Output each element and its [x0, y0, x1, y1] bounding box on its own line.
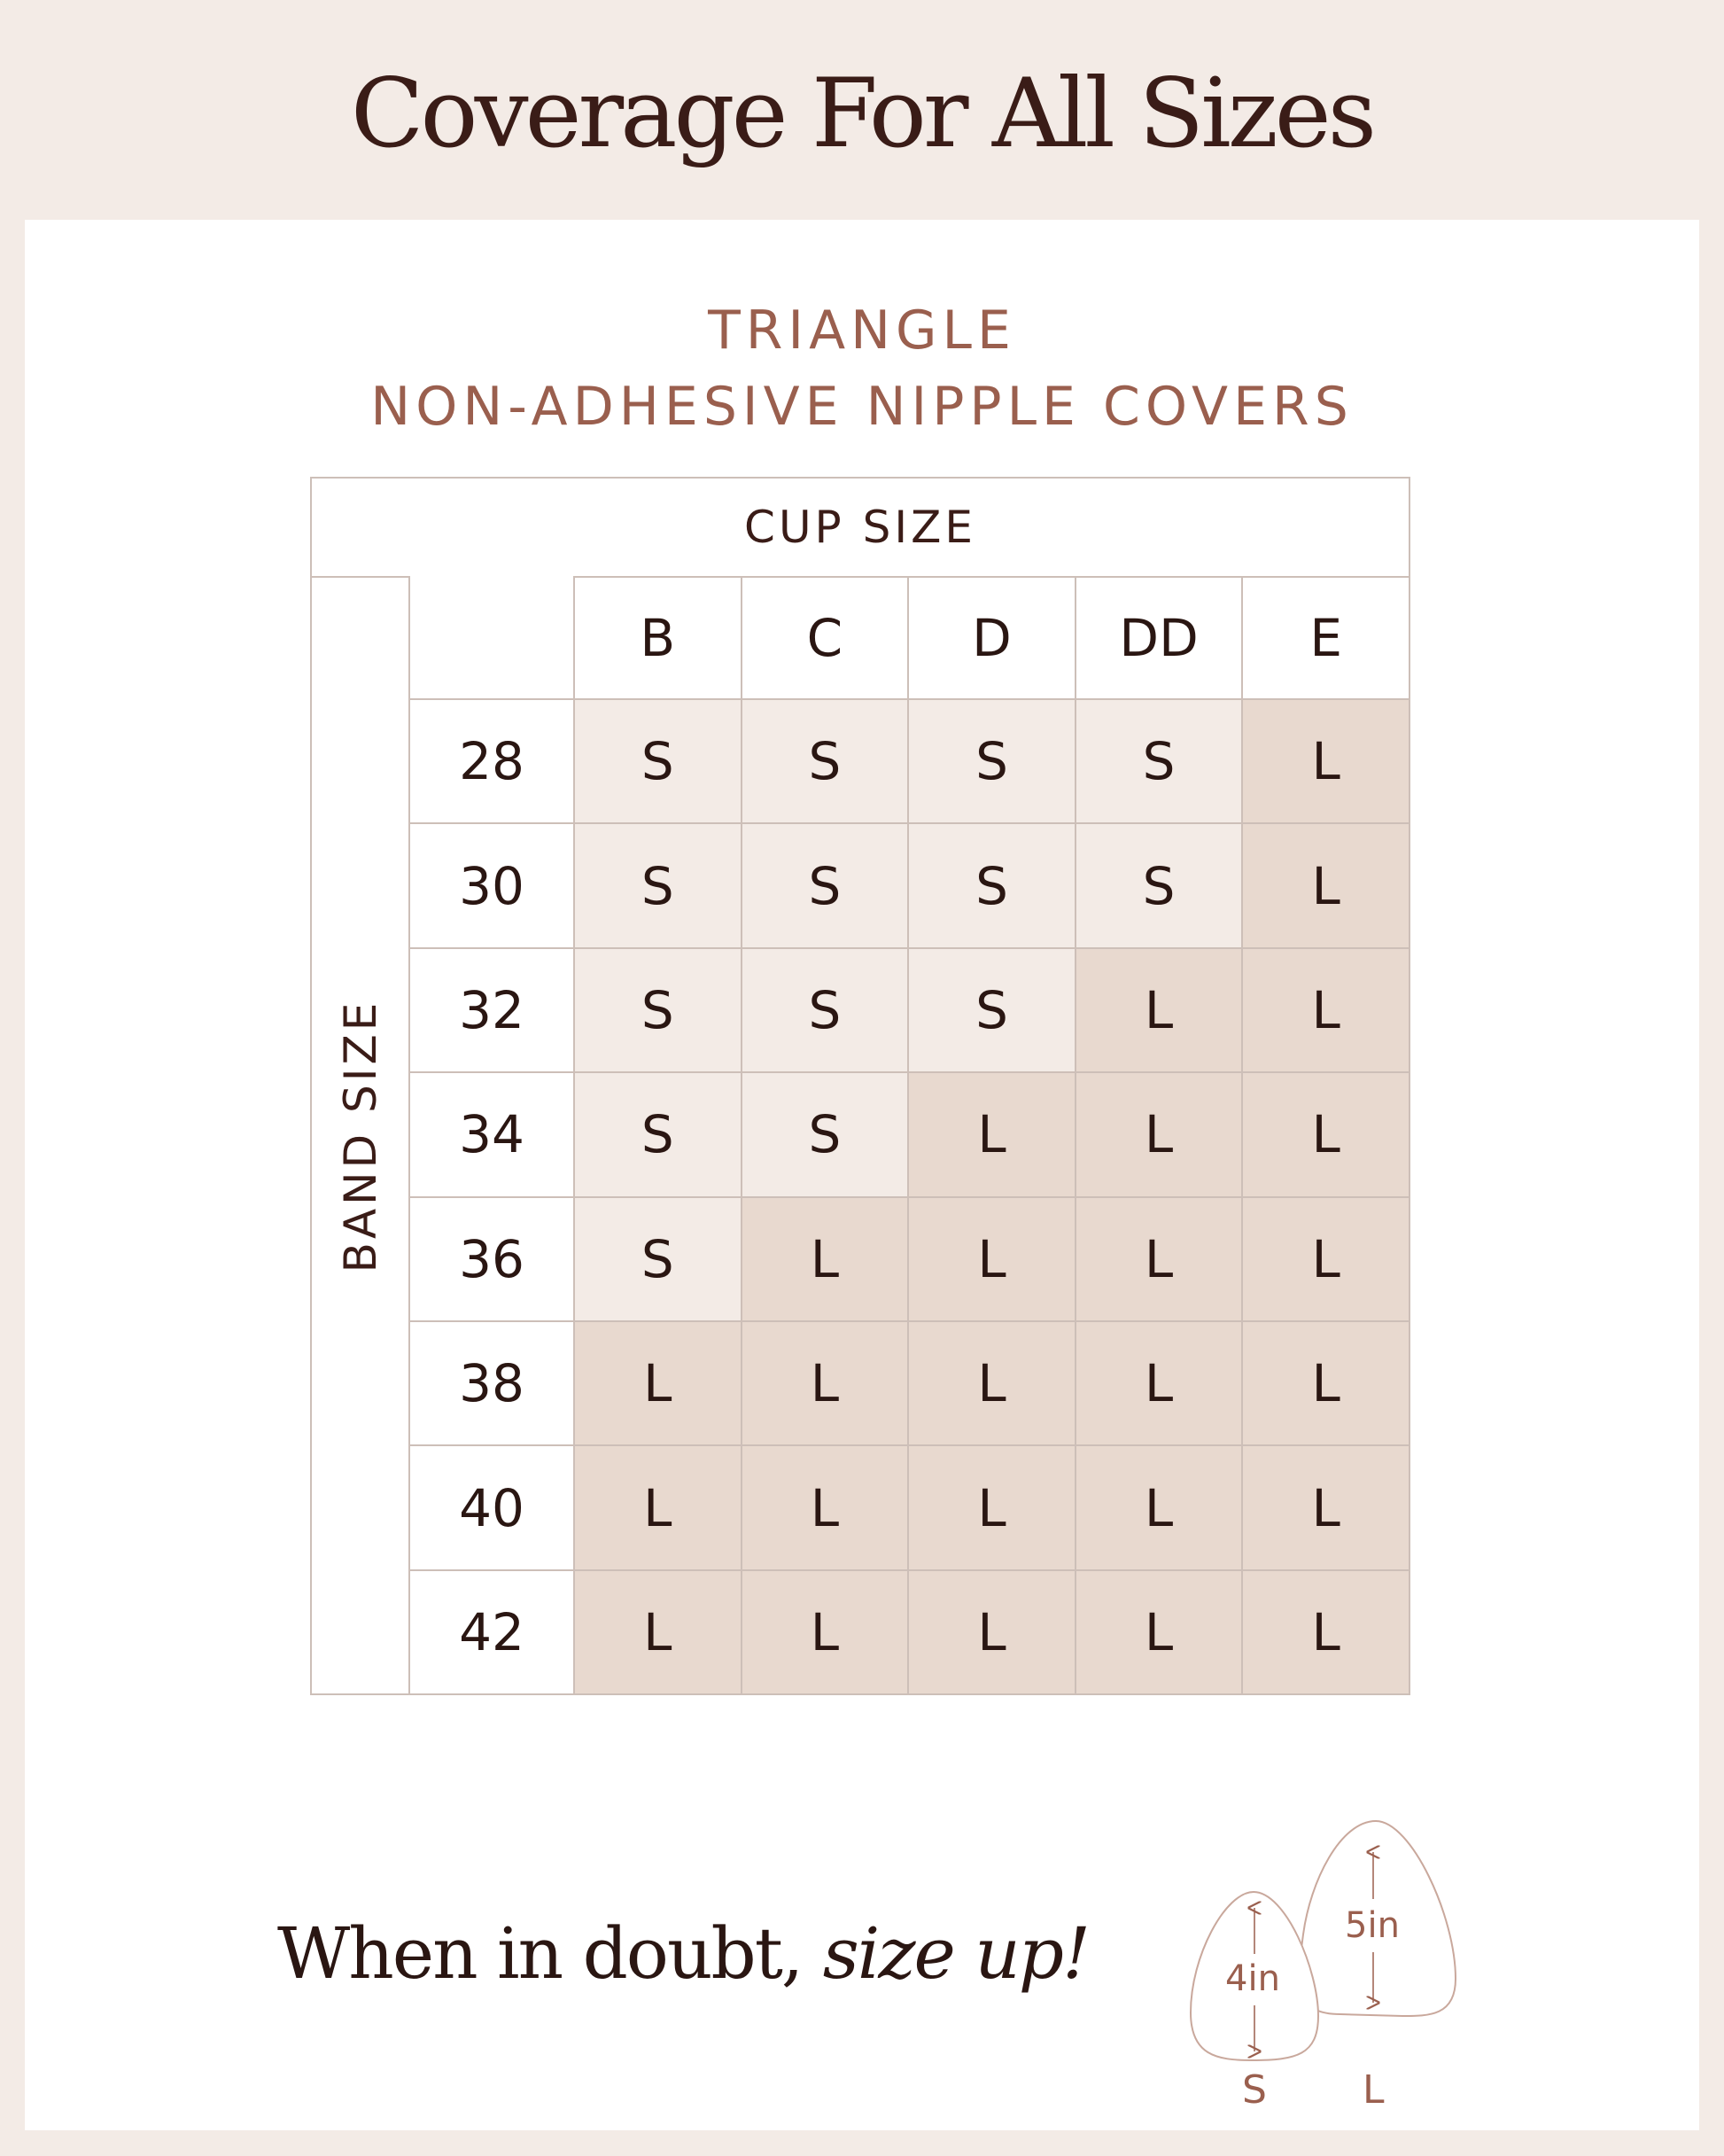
- size-cell-34-d: L: [909, 1073, 1076, 1197]
- size-cell-34-b: S: [575, 1073, 742, 1197]
- small-measure-label: 4in: [1225, 1958, 1280, 1999]
- size-cell-30-e: L: [1243, 824, 1410, 948]
- small-size-letter: S: [1242, 2067, 1267, 2113]
- band-label-42: 42: [408, 1571, 575, 1695]
- size-cell-38-d: L: [909, 1322, 1076, 1446]
- size-cell-28-e: L: [1243, 700, 1410, 824]
- size-cell-42-b: L: [575, 1571, 742, 1695]
- product-title-line-1: TRIANGLE: [708, 300, 1016, 362]
- size-cell-40-b: L: [575, 1446, 742, 1570]
- cover-shapes-illustration: [1163, 1784, 1473, 2129]
- band-label-38: 38: [408, 1322, 575, 1446]
- size-cell-36-c: L: [742, 1198, 910, 1322]
- size-cell-32-dd: L: [1076, 949, 1244, 1073]
- page-title: Coverage For All Sizes: [350, 58, 1374, 169]
- size-cell-34-c: S: [742, 1073, 910, 1197]
- size-cell-36-d: L: [909, 1198, 1076, 1322]
- size-cell-28-dd: S: [1076, 700, 1244, 824]
- cup-label-e: E: [1243, 576, 1410, 700]
- size-cell-40-c: L: [742, 1446, 910, 1570]
- band-size-header-cell: [310, 576, 410, 1695]
- size-up-tagline: [277, 1912, 1089, 1995]
- size-cell-30-dd: S: [1076, 824, 1244, 948]
- size-cell-38-e: L: [1243, 1322, 1410, 1446]
- band-label-40: 40: [408, 1446, 575, 1570]
- tagline-emphasis: size up!: [822, 1912, 1090, 1995]
- cup-label-c: C: [742, 576, 910, 700]
- band-label-32: 32: [408, 949, 575, 1073]
- size-cell-34-dd: L: [1076, 1073, 1244, 1197]
- cup-label-dd: DD: [1076, 576, 1244, 700]
- size-cell-40-dd: L: [1076, 1446, 1244, 1570]
- size-cell-28-c: S: [742, 700, 910, 824]
- size-cell-38-dd: L: [1076, 1322, 1244, 1446]
- size-grid: [408, 576, 1410, 1695]
- size-cell-38-b: L: [575, 1322, 742, 1446]
- table-corner-cell: [408, 576, 575, 700]
- size-cell-32-e: L: [1243, 949, 1410, 1073]
- product-title: [25, 292, 1699, 445]
- size-cell-38-c: L: [742, 1322, 910, 1446]
- size-cell-32-c: S: [742, 949, 910, 1073]
- size-cell-42-e: L: [1243, 1571, 1410, 1695]
- product-title-line-2: NON-ADHESIVE NIPPLE COVERS: [370, 376, 1354, 438]
- size-cell-42-dd: L: [1076, 1571, 1244, 1695]
- band-label-34: 34: [408, 1073, 575, 1197]
- band-label-28: 28: [408, 700, 575, 824]
- size-cell-30-b: S: [575, 824, 742, 948]
- size-cell-36-dd: L: [1076, 1198, 1244, 1322]
- size-cell-42-c: L: [742, 1571, 910, 1695]
- size-cell-32-b: S: [575, 949, 742, 1073]
- size-cell-36-b: S: [575, 1198, 742, 1322]
- band-label-30: 30: [408, 824, 575, 948]
- cup-label-b: B: [575, 576, 742, 700]
- size-chart-table: [310, 477, 1410, 1695]
- cover-size-diagram: [1163, 1784, 1473, 2129]
- size-cell-42-d: L: [909, 1571, 1076, 1695]
- tagline-text: When in doubt,: [277, 1912, 823, 1995]
- size-cell-28-d: S: [909, 700, 1076, 824]
- size-cell-30-d: S: [909, 824, 1076, 948]
- cup-size-header: CUP SIZE: [310, 477, 1410, 578]
- size-cell-32-d: S: [909, 949, 1076, 1073]
- large-size-letter: L: [1363, 2067, 1385, 2113]
- band-label-36: 36: [408, 1198, 575, 1322]
- size-cell-40-d: L: [909, 1446, 1076, 1570]
- content-panel: [25, 220, 1699, 2130]
- band-size-header: BAND SIZE: [334, 999, 386, 1273]
- size-cell-28-b: S: [575, 700, 742, 824]
- size-cell-34-e: L: [1243, 1073, 1410, 1197]
- large-measure-label: 5in: [1345, 1905, 1400, 1946]
- size-cell-36-e: L: [1243, 1198, 1410, 1322]
- cup-label-d: D: [909, 576, 1076, 700]
- size-cell-40-e: L: [1243, 1446, 1410, 1570]
- size-cell-30-c: S: [742, 824, 910, 948]
